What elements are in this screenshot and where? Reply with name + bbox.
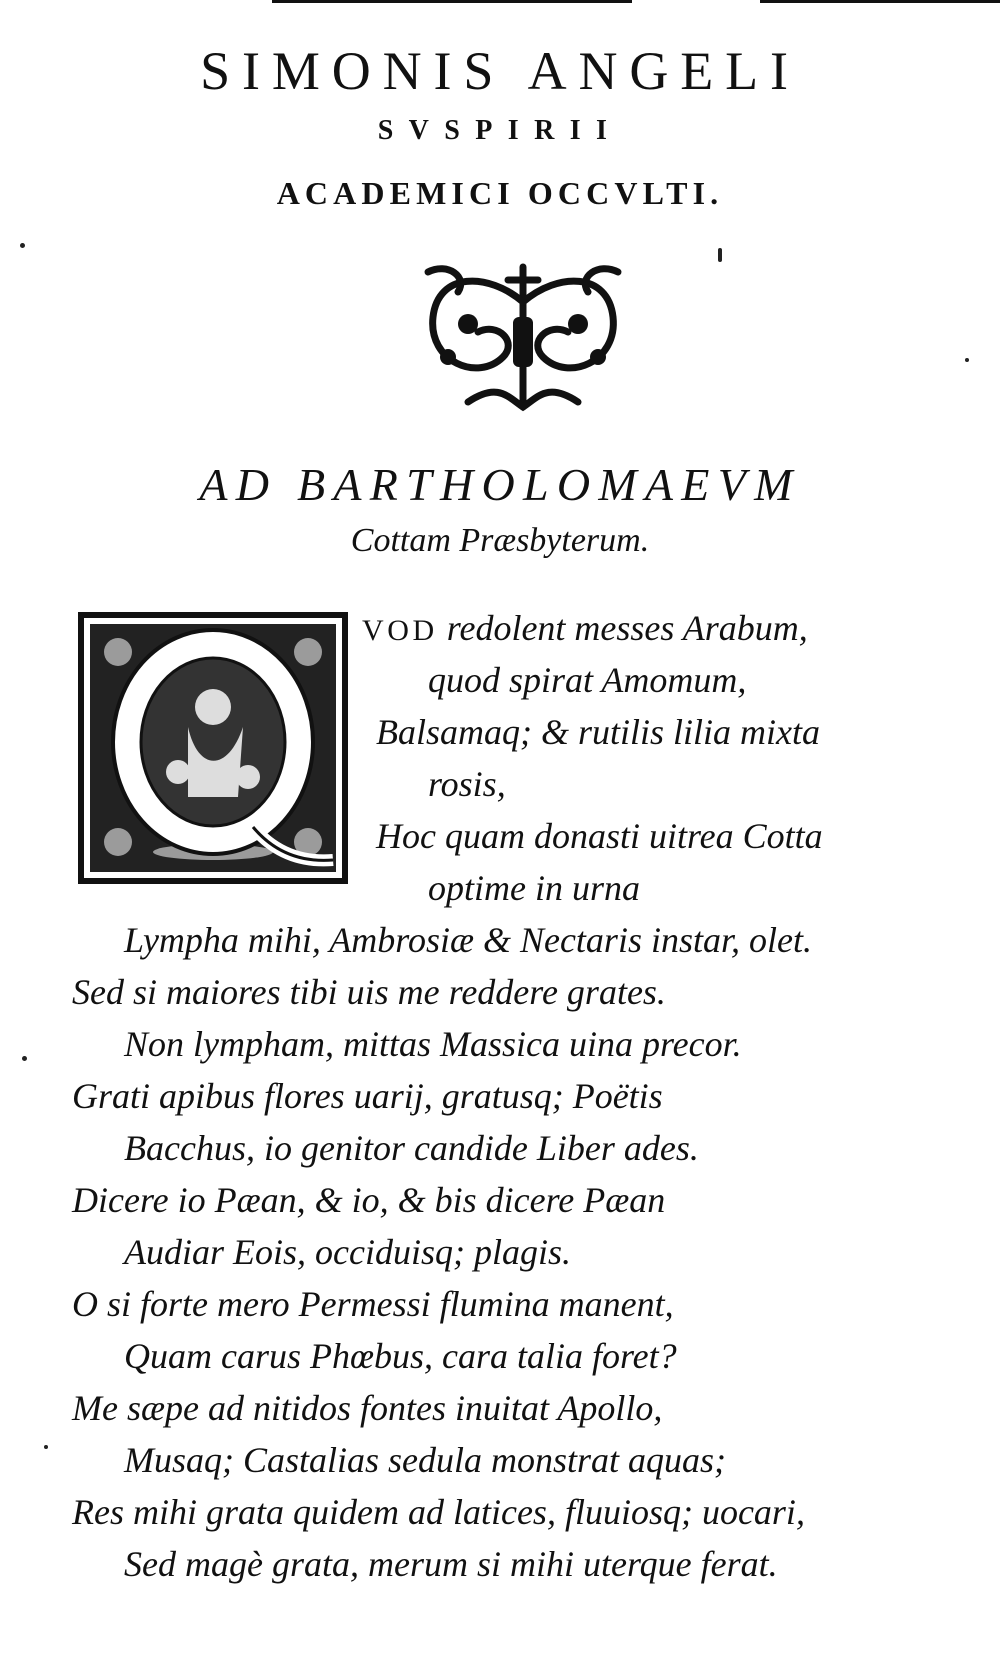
author-name: SIMONIS ANGELI [200,41,800,101]
poem-line-13: Audiar Eois, occiduisq; plagis. [124,1232,571,1272]
poem-line-7: Lympha mihi, Ambrosiæ & Nectaris instar, olet. [124,920,812,960]
poem-line-17: Musaq; Castalias sedula monstrat aquas; [124,1440,727,1480]
dedication-line-1: AD BARTHOLOMAEVM [199,459,801,510]
poem-line-2: quod spirat Amomum, [428,660,747,700]
poem-line-4: rosis, [428,764,506,804]
poem-line-18: Res mihi grata quidem ad latices, fluuiosq; uocari, [72,1492,805,1532]
historiated-initial-q-icon [78,612,348,884]
ink-speck [20,243,25,248]
poem-line-1 [362,610,808,646]
poem-line-11: Bacchus, io genitor candide Liber ades. [124,1128,699,1168]
poem-line-6: optime in urna [428,868,640,908]
poem-line-15: Quam carus Phœbus, cara talia foret? [124,1336,677,1376]
top-rule [272,0,632,3]
top-rule-right [760,0,1000,3]
academy-name: ACADEMICI OCCVLTI. [276,175,724,211]
poem-line-5: Hoc quam donasti uitrea Cotta [376,816,823,856]
opening-line-rest: redolent messes Arabum, [437,608,808,648]
poem-line-3: Balsamaq; & rutilis lilia mixta [376,712,821,752]
poem-line-19: Sed magè grata, merum si mihi uterque ferat. [124,1544,778,1584]
poem-line-12: Dicere io Pæan, & io, & bis dicere Pæan [72,1180,666,1220]
author-surname: SVSPIRII [377,115,623,146]
ink-speck [965,358,969,362]
poem-line-10: Grati apibus flores uarij, gratusq; Poëtis [72,1076,663,1116]
ink-speck [22,1056,27,1061]
poem-line-9: Non lympham, mittas Massica uina precor. [124,1024,742,1064]
poem-line-8: Sed si maiores tibi uis me reddere grates. [72,972,666,1012]
floral-ornament-icon [408,262,638,412]
ink-mark [718,248,722,262]
ink-speck [44,1445,48,1449]
poem-line-16: Me sæpe ad nitidos fontes inuitat Apollo, [72,1388,663,1428]
dedication-line-2: Cottam Præsbyterum. [350,522,650,559]
poem-line-14: O si forte mero Permessi flumina manent, [72,1284,674,1324]
opening-word: VOD [362,614,438,647]
